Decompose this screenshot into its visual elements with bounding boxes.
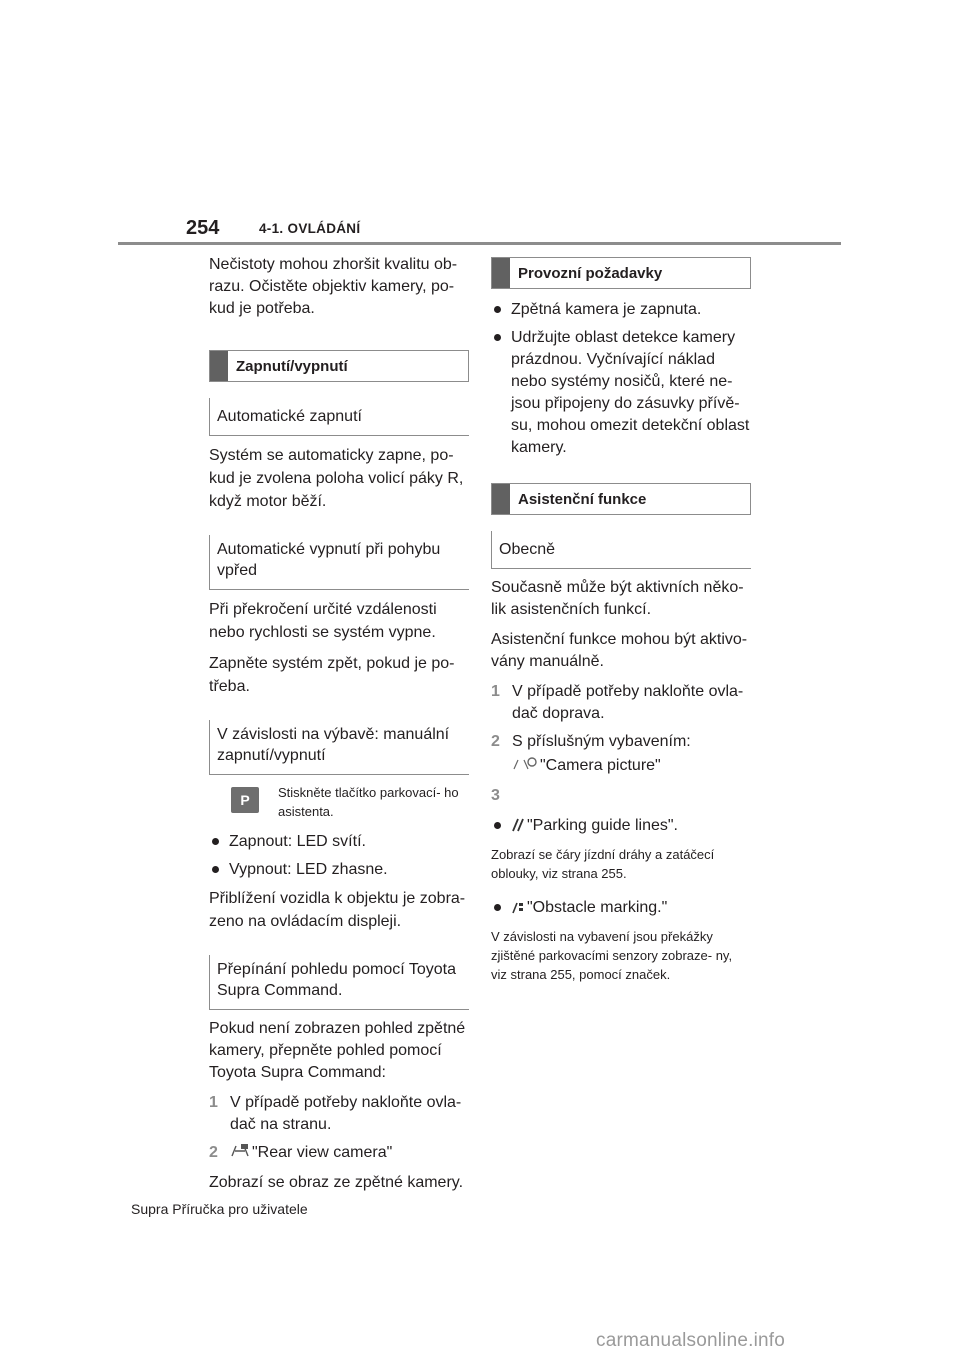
auto-on-text: Systém se automaticky zapne, po- kud je zvolena poloha volicí páky R, když motor běží. xyxy=(209,447,464,510)
general-text-2: Asistenční funkce mohou být aktivo- vány manuálně. xyxy=(491,631,748,670)
step-text: "Rear view camera" xyxy=(252,1144,393,1161)
footer-title: Supra Příručka pro uživatele xyxy=(131,1201,308,1217)
rear-camera-icon xyxy=(230,1143,250,1166)
subheading-auto-off: Automatické vypnutí při pohybu vpřed xyxy=(209,535,469,590)
subheading-manual: V závislosti na výbavě: manuální zapnutí/vypnutí xyxy=(209,720,469,775)
heading-bar xyxy=(492,484,510,514)
req-bullet-1: Zpětná kamera je zapnuta. xyxy=(491,299,751,321)
heading-bar xyxy=(210,351,228,381)
guide-lines-icon xyxy=(511,817,525,839)
step-text: S příslušným vybavením: xyxy=(512,733,691,750)
step-text: V případě potřeby nakloňte ovla- dač doprava. xyxy=(512,683,744,722)
guide-lines-note: Zobrazí se čáry jízdní dráhy a zatáčecí oblouky, viz strana 255. xyxy=(491,847,715,881)
section-heading-requirements xyxy=(491,257,751,289)
req-bullet-2: Udržujte oblast detekce kamery prázdnou. Vyčnívající náklad nebo systémy nosičů, které ne- jsou připojeny do zásuvky přívě- su, mohou omezit detekční oblast kamery. xyxy=(491,327,751,459)
heading-text: Zapnutí/vypnutí xyxy=(236,357,348,375)
auto-off-text-2: Zapněte systém zpět, pokud je po- třeba. xyxy=(209,655,455,695)
assist-step-1 xyxy=(491,681,751,725)
general-text-1: Současně může být aktivních něko- lik asistenčních funkcí. xyxy=(491,579,744,618)
step-number: 1 xyxy=(491,683,500,700)
obstacle-note: V závislosti na vybavení jsou překážky zjištěné parkovacími senzory zobraze- ny, viz strana 255, pomocí značek. xyxy=(491,929,733,982)
assist-step-3 xyxy=(491,785,751,807)
approach-text: Přiblížení vozidla k objektu je zobra- zeno na ovládacím displeji. xyxy=(209,890,466,930)
section-heading-on-off xyxy=(209,350,469,382)
step-number: 3 xyxy=(491,787,500,804)
heading-bar xyxy=(492,258,510,288)
section-heading-assist xyxy=(491,483,751,515)
right-column xyxy=(491,257,751,990)
heading-text: Asistenční funkce xyxy=(518,490,647,508)
subheading-general: Obecně xyxy=(491,531,751,569)
step-number: 1 xyxy=(209,1094,218,1111)
step-2 xyxy=(209,1142,469,1166)
camera-picture-option: "Camera picture" xyxy=(540,757,661,774)
bullet-guide-lines xyxy=(491,815,751,839)
step-text: V případě potřeby nakloňte ovla- dač na stranu. xyxy=(230,1094,462,1133)
bullet-obstacle xyxy=(491,897,751,921)
intro-text: Nečistoty mohou zhoršit kvalitu ob- razu. Očistěte objektiv kamery, po- kud je potřeba. xyxy=(209,256,458,317)
subheading-view-switch: Přepínání pohledu pomocí Toyota Supra Command. xyxy=(209,955,469,1010)
chapter-title: 4-1. OVLÁDÁNÍ xyxy=(259,221,361,236)
step-number: 2 xyxy=(491,733,500,750)
subheading-auto-on: Automatické zapnutí xyxy=(209,398,469,436)
header-rule xyxy=(118,242,841,245)
assist-step-2 xyxy=(491,731,751,779)
button-note-text: Stiskněte tlačítko parkovací- ho asistenta. xyxy=(278,785,459,819)
button-note xyxy=(231,783,469,821)
bullet-led-on: Zapnout: LED svítí. xyxy=(209,831,469,853)
bullet-led-off: Vypnout: LED zhasne. xyxy=(209,859,469,881)
auto-off-text-1: Při překročení určité vzdálenosti nebo rychlosti se systém vypne. xyxy=(209,601,437,641)
result-text: Zobrazí se obraz ze zpětné kamery. xyxy=(209,1174,464,1191)
left-column xyxy=(209,254,469,1202)
watermark: carmanualsonline.info xyxy=(596,1330,786,1351)
obstacle-label: "Obstacle marking." xyxy=(527,899,668,916)
step-number: 2 xyxy=(209,1144,218,1161)
obstacle-marking-icon xyxy=(511,899,525,921)
camera-picture-icon xyxy=(512,756,538,779)
page-number: 254 xyxy=(186,217,220,239)
guide-lines-label: "Parking guide lines". xyxy=(527,817,678,834)
park-assist-button-icon: P xyxy=(231,787,259,813)
heading-text: Provozní požadavky xyxy=(518,264,663,282)
step-1 xyxy=(209,1092,469,1136)
view-switch-text: Pokud není zobrazen pohled zpětné kamery, přepněte pohled pomocí Toyota Supra Command: xyxy=(209,1020,466,1081)
